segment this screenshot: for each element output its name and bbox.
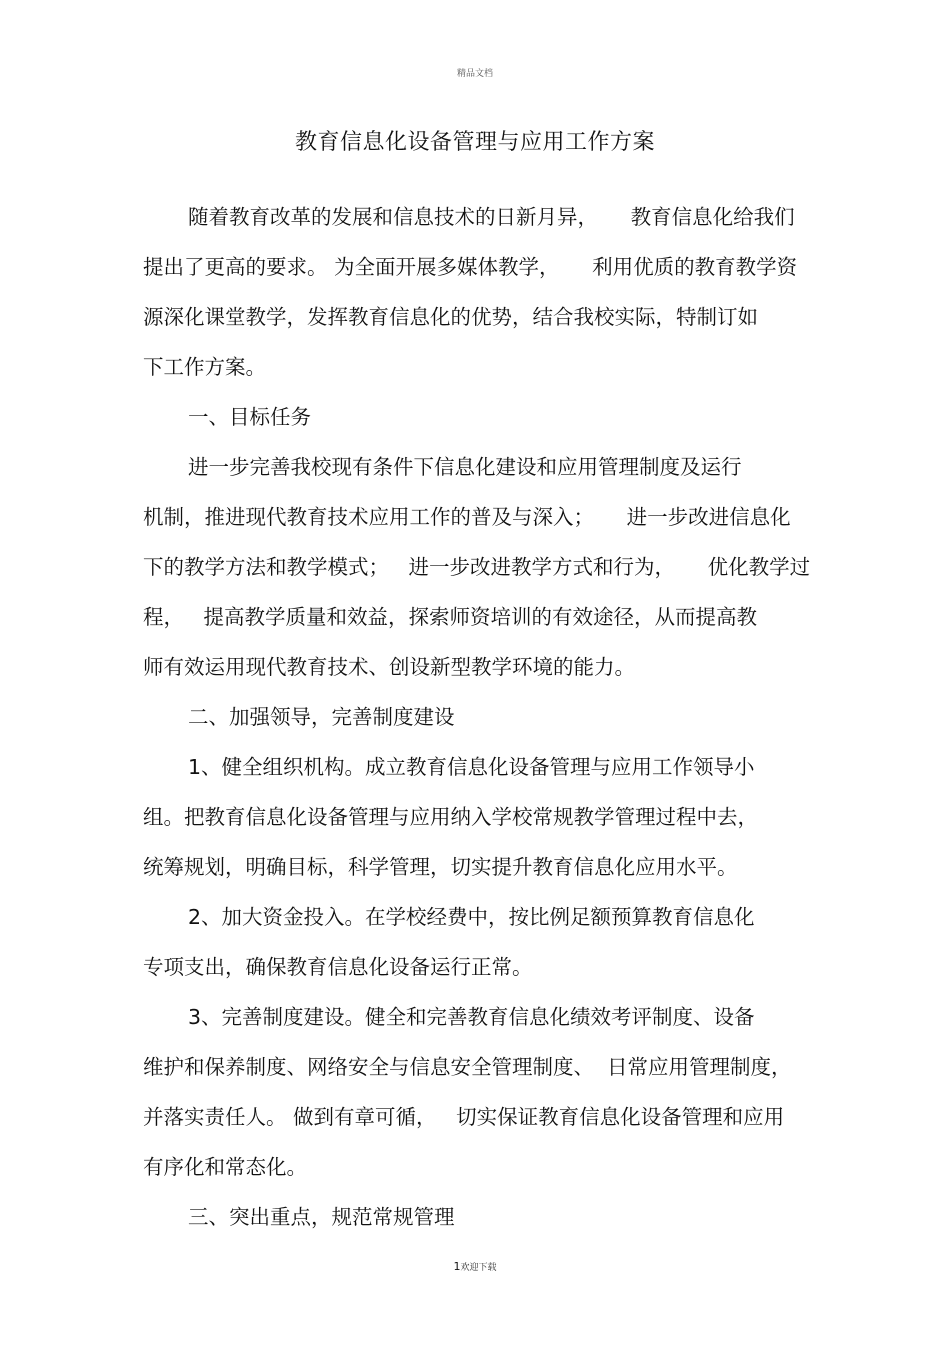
text-line: 随着教育改革的发展和信息技术的日新月异， 教育信息化给我们	[188, 205, 795, 229]
text-line: 程， 提高教学质量和效益，探索师资培训的有效途径，从而提高教	[143, 605, 758, 629]
text-line: 3、完善制度建设。健全和完善教育信息化绩效考评制度、设备	[188, 1005, 755, 1029]
text-line: 有序化和常态化。	[143, 1155, 307, 1179]
text-line: 三、突出重点，规范常规管理	[188, 1205, 455, 1229]
page-footer	[0, 1260, 950, 1273]
document-body	[143, 197, 813, 1247]
text-line: 机制，推进现代教育技术应用工作的普及与深入； 进一步改进信息化	[143, 505, 791, 529]
footer-note: 欢迎下载	[460, 1263, 497, 1273]
text-line: 1、健全组织机构。成立教育信息化设备管理与应用工作领导小	[188, 755, 755, 779]
text-line: 专项支出，确保教育信息化设备运行正常。	[143, 955, 533, 979]
text-line: 2、加大资金投入。在学校经费中，按比例足额预算教育信息化	[188, 905, 755, 929]
text-line: 提出了更高的要求。 为全面开展多媒体教学， 利用优质的教育教学资	[143, 255, 798, 279]
text-line: 源深化课堂教学，发挥教育信息化的优势，结合我校实际，特制订如	[143, 305, 758, 329]
header-note: 精品文档	[456, 69, 493, 79]
page-number: 1	[453, 1260, 461, 1273]
text-line: 二、加强领导，完善制度建设	[188, 705, 455, 729]
text-line: 组。把教育信息化设备管理与应用纳入学校常规教学管理过程中去，	[143, 805, 758, 829]
text-line: 师有效运用现代教育技术、创设新型教学环境的能力。	[143, 655, 635, 679]
text-line: 下的教学方法和教学模式； 进一步改进教学方式和行为， 优化教学过	[143, 555, 811, 579]
text-line: 统筹规划，明确目标，科学管理，切实提升教育信息化应用水平。	[143, 855, 738, 879]
document-title: 教育信息化设备管理与应用工作方案	[294, 130, 655, 155]
text-line: 下工作方案。	[143, 355, 266, 379]
text-line: 一、目标任务	[188, 405, 311, 429]
text-line: 并落实责任人。 做到有章可循， 切实保证教育信息化设备管理和应用	[143, 1105, 785, 1129]
text-line: 进一步完善我校现有条件下信息化建设和应用管理制度及运行	[188, 455, 742, 479]
text-line: 维护和保养制度、网络安全与信息安全管理制度、 日常应用管理制度，	[143, 1055, 792, 1079]
